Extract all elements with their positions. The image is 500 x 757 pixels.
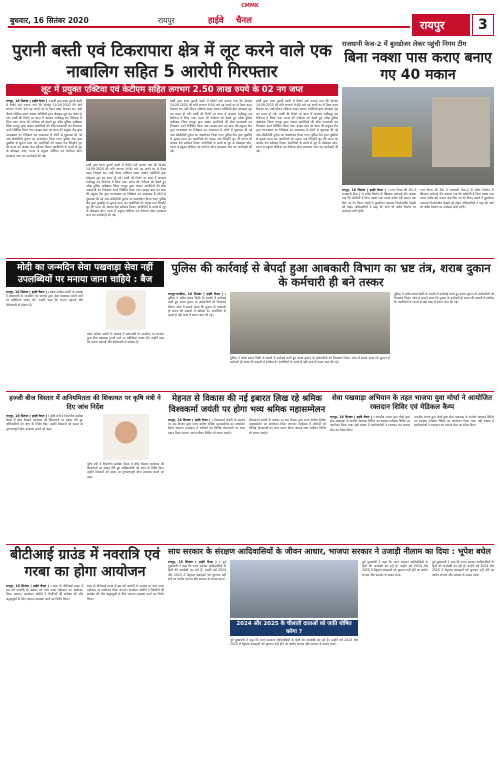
police-dateline: रायपुर-धरसींवा, 16 सितंबर ( हाईवे चैनल ) ।: [168, 292, 226, 296]
lead-story: [6, 40, 338, 255]
tribal-photo: [230, 560, 358, 618]
right-lead-body: नगर निगम की टीम ने राजधानी फेज-2 में अवैध निर्माण के खिलाफ कार्रवाई की। बताया गया कि कॉलोनी में बिना नक्शा पास कराए करीब 40 मकान बना लिए गए थे। निगम अमले ने बुलडोजर चलाकर निर्माणाधीन हिस्सों को तोड़ा। अधिकारियों ने कहा कि आगे भी अवैध निर्माण पर कार्रवाई जारी रहेगी।: [342, 188, 416, 214]
tribal-caption: 2024 और 2025 के चीलाती दाताओं को जाति घोषित करेगा ?: [230, 620, 358, 636]
lead-headline: पुरानी बस्ती एवं टिकरापारा क्षेत्र में लूट करने वाले एक नाबालिग सहित 5 आरोपी गिरफ्तार: [12, 41, 332, 81]
tribal-dateline: रायपुर, 16 सितंबर ( हाईवे चैनल ) ।: [168, 560, 221, 564]
modi-headline: मोदी का जन्मदिन सेवा पखवाड़ा सेवा नहीं उपलब्धियों पर मनाया जाना चाहिये : बैज: [6, 261, 164, 287]
lead-column-1: [6, 99, 82, 251]
ahmad-portrait: [103, 414, 149, 460]
right-lead-story: [342, 40, 494, 255]
bjp-headline: बीटीआई ग्राउंड में नवरात्रि एवं गरबा का होगा आयोजन: [10, 547, 160, 580]
lead-photo: [86, 99, 166, 161]
lead-column-2: प्रार्थी द्वारा थाना पुरानी बस्ती में रिपोर्ट दर्ज कराया गया कि दिनांक 14.09.2020 की रात्रि लगभग 9:00 बजे वह अपने घर से पैदल बाहर निकला था। उसी दौरान एक्टिवा सवार अज्ञात व्यक्तियों द्वारा मोबाइल लूट कर फरार हो गये। प्रार्थी की रिपोर्ट पर थाना में अपराध पंजीबद्ध कर विवेचना में लिया गया। घटना की गंभीरता को देखते हुए वरिष्ठ पुलिस अधीक्षक जिला रायपुर द्वारा अज्ञात आरोपियों की शीघ्र पतासाजी कर गिरफ्तार करने निर्देशित किया गया। क्राइम ब्रांच एवं थाना की संयुक्त टीम द्वारा घटनास्थल का निरीक्षण कर आसपास के लोगों से पूछताछ की गई तथा सीसीटीवी फुटेज का अवलोकन किया गया। पुलिस टीम द्वारा मुखबिर से सूचना प्राप्त कर आरोपियों को पकड़ा गया जिन्होंने लूट की घटना को अंजाम देना स्वीकार किया। आरोपियों के कब्जे से लूट के मोबाइल फोन, घटना में प्रयुक्त एक्टिवा एवं केटीएम मोटर सायकल जप्त कर कार्यवाही की गई।: [86, 163, 166, 218]
issue-date: बुधवार, 16 सितंबर 2020: [10, 16, 89, 25]
site-logo: CMMK: [241, 3, 259, 9]
seva-headline: सेवा पखवाड़ा अभियान के तहत भाजपा युवा मोर्चा ने आयोजित रक्तदान शिविर एवं मेडिकल कैम्प: [332, 394, 492, 411]
police-photo: [230, 292, 390, 354]
ahmad-headline: हज्जी बीज विस्तार में अनियमितता की शिकायत पर कृषि मंत्री ने दिए जांच निर्देश: [9, 394, 161, 411]
divider-rule-3: [6, 544, 494, 545]
bjp-body: शहर के बीटीआई ग्राउंड में इस वर्ष नवरात्रि के अवसर पर भव्य गरबा महोत्सव का आयोजन किया जाएगा। आयोजन समिति ने तैयारियों की समीक्षा की और श्रद्धालुओं के लिए व्यापक व्यवस्था करने का निर्णय लिया।: [6, 584, 83, 601]
right-lead-headline: बिना नक्शा पास कराए बनाए गए 40 मकान: [344, 50, 492, 83]
tribal-body: पूर्व मुख्यमंत्री ने कहा कि राज्य सरकार आदिवासियों के हितों की अनदेखी कर रही है। उन्होंने वर्ष 2024 और 2025 में तेंदूपत्ता संग्राहकों को भुगतान नहीं होने का आरोप लगाया और सरकार से जवाब मांगा।: [168, 560, 226, 581]
building-shape: [432, 97, 490, 167]
ahmad-story: [6, 394, 164, 542]
ahmad-column-1: [6, 414, 83, 542]
tribal-column-1: [168, 560, 226, 738]
seva-column-1: [330, 415, 410, 539]
lead-subhead: लूट में प्रयुक्त एक्टिवा एवं केटीएम सहित लगभग 2.50 लाख रुपये के 02 नग जप्त: [6, 84, 338, 96]
seva-body: भारतीय जनता युवा मोर्चा द्वारा सेवा पखवाड़ा के अंतर्गत रक्तदान शिविर एवं स्वास्थ्य परीक्षण शिविर का आयोजन किया गया। बड़ी संख्या में कार्यकर्ताओं ने रक्तदान कर समाज सेवा का संदेश दिया।: [330, 415, 410, 432]
modi-column-2: प्रदेश कांग्रेस कमेटी के अध्यक्ष ने प्रधानमंत्री के जन्मदिन पर भाजपा द्वारा सेवा पखवाड़ा मनाये जाने पर प्रतिक्रिया व्यक्त की। उन्होंने कहा कि जनता महंगाई और बेरोजगारी से परेशान है।: [87, 332, 164, 345]
right-lead-column-2: नगर निगम की टीम ने राजधानी फेज-2 में अवैध निर्माण के खिलाफ कार्रवाई की। बताया गया कि कॉलोनी में बिना नक्शा पास कराए करीब 40 मकान बना लिए गए थे। निगम अमले ने बुलडोजर चलाकर निर्माणाधीन हिस्सों को तोड़ा। अधिकारियों ने कहा कि आगे भी अवैध निर्माण पर कार्रवाई जारी रहेगी।: [420, 188, 494, 209]
modi-column-1: [6, 290, 83, 382]
modi-dateline: रायपुर, 16 सितंबर ( हाईवे चैनल ) ।: [6, 290, 50, 294]
tribal-column-3: पूर्व मुख्यमंत्री ने कहा कि राज्य सरकार आदिवासियों के हितों की अनदेखी कर रही है। उन्होंने वर्ष 2024 और 2025 में तेंदूपत्ता संग्राहकों को भुगतान नहीं होने का आरोप लगाया और सरकार से जवाब मांगा।: [362, 560, 428, 577]
labour-body: विश्वकर्मा जयंती के अवसर पर श्रम विभाग द्वारा राज्य स्तरीय श्रमिक महासम्मेलन का आयोजन किया जाएगा। कार्यक्रम में श्रमिकों को विभिन्न योजनाओं का लाभ प्रदान किया जाएगा तथा पंजीयन शिविर भी लगाए जाएंगे।: [168, 418, 245, 435]
paper-name: हाईवे: [208, 16, 224, 26]
bulldozer-photo: [342, 87, 494, 185]
lead-dateline: रायपुर, 16 सितंबर ( हाईवे चैनल ) ।: [6, 99, 50, 103]
tribal-story: [168, 547, 494, 753]
police-story: [168, 261, 494, 389]
divider-rule: [6, 258, 494, 259]
labour-dateline: रायपुर, 16 सितंबर ( हाईवे चैनल ) ।: [168, 418, 213, 422]
ahmad-dateline: रायपुर, 16 सितंबर ( हाईवे चैनल ) ।: [6, 414, 50, 418]
divider-rule-2: [6, 391, 494, 392]
section-name: रायपुर: [420, 19, 445, 32]
lead-body: प्रार्थी द्वारा थाना पुरानी बस्ती में रिपोर्ट दर्ज कराया गया कि दिनांक 14.09.2020 की रात्रि लगभग 9:00 बजे वह अपने घर से पैदल बाहर निकला था। उसी दौरान एक्टिवा सवार अज्ञात व्यक्तियों द्वारा मोबाइल लूट कर फरार हो गये। प्रार्थी की रिपोर्ट पर थाना में अपराध पंजीबद्ध कर विवेचना में लिया गया। घटना की गंभीरता को देखते हुए वरिष्ठ पुलिस अधीक्षक जिला रायपुर द्वारा अज्ञात आरोपियों की शीघ्र पतासाजी कर गिरफ्तार करने निर्देशित किया गया। क्राइम ब्रांच एवं थाना की संयुक्त टीम द्वारा घटनास्थल का निरीक्षण कर आसपास के लोगों से पूछताछ की गई तथा सीसीटीवी फुटेज का अवलोकन किया गया। पुलिस टीम द्वारा मुखबिर से सूचना प्राप्त कर आरोपियों को पकड़ा गया जिन्होंने लूट की घटना को अंजाम देना स्वीकार किया। आरोपियों के कब्जे से लूट के मोबाइल फोन, घटना में प्रयुक्त एक्टिवा एवं केटीएम मोटर सायकल जप्त कर कार्यवाही की गई।: [6, 99, 82, 158]
seva-dateline: रायपुर, 16 सितंबर ( हाईवे चैनल ) ।: [330, 415, 375, 419]
bjp-column-1: [6, 584, 83, 746]
bjp-dateline: रायपुर, 16 सितंबर ( हाईवे चैनल ) ।: [6, 584, 52, 588]
tribal-column-4: पूर्व मुख्यमंत्री ने कहा कि राज्य सरकार आदिवासियों के हितों की अनदेखी कर रही है। उन्होंने वर्ष 2024 और 2025 में तेंदूपत्ता संग्राहकों को भुगतान नहीं होने का आरोप लगाया और सरकार से जवाब मांगा।: [432, 560, 494, 577]
right-lead-kicker: राजधानी फेज-2 में बुलडोजर लेकर पहुंची निगम टीम: [342, 40, 467, 48]
modi-body: प्रदेश कांग्रेस कमेटी के अध्यक्ष ने प्रधानमंत्री के जन्मदिन पर भाजपा द्वारा सेवा पखवाड़ा मनाये जाने पर प्रतिक्रिया व्यक्त की। उन्होंने कहा कि जनता महंगाई और बेरोजगारी से परेशान है।: [6, 290, 83, 307]
paper-suffix: चैनल: [236, 16, 252, 26]
tribal-column-2: पूर्व मुख्यमंत्री ने कहा कि राज्य सरकार आदिवासियों के हितों की अनदेखी कर रही है। उन्होंने वर्ष 2024 और 2025 में तेंदूपत्ता संग्राहकों को भुगतान नहीं होने का आरोप लगाया और सरकार से जवाब मांगा।: [230, 638, 358, 647]
bjp-story: [6, 547, 164, 753]
masthead-bar: [8, 14, 410, 28]
labour-column-1: [168, 418, 245, 530]
police-body: पुलिस ने अवैध शराब बिक्री के मामले में कार्रवाई करते हुए शराब दुकान के कर्मचारियों को गिरफ्तार किया। जांच में सामने आया कि दुकान के कर्मचारी ही शराब की तस्करी में शामिल थे। आरोपियों के कब्जे से बड़ी मात्रा में शराब जप्त की गई।: [168, 296, 226, 318]
page-number: 3: [478, 17, 488, 33]
section-tab: [412, 14, 470, 36]
labour-story: [168, 394, 326, 542]
bjp-column-2: शहर के बीटीआई ग्राउंड में इस वर्ष नवरात्रि के अवसर पर भव्य गरबा महोत्सव का आयोजन किया जाएगा। आयोजन समिति ने तैयारियों की समीक्षा की और श्रद्धालुओं के लिए व्यापक व्यवस्था करने का निर्णय लिया।: [87, 584, 164, 601]
modi-story: [6, 261, 164, 389]
tribal-headline: साय सरकार के संरक्षण आदिवासियों के जीवन आधार, भाजपा सरकार ने उजाड़ी नीलाम का दिया : भूपेश बघेल: [168, 547, 491, 556]
police-column-1: [168, 292, 226, 384]
masthead: [0, 0, 500, 36]
seva-column-2: भारतीय जनता युवा मोर्चा द्वारा सेवा पखवाड़ा के अंतर्गत रक्तदान शिविर एवं स्वास्थ्य परीक्षण शिविर का आयोजन किया गया। बड़ी संख्या में कार्यकर्ताओं ने रक्तदान कर समाज सेवा का संदेश दिया।: [414, 415, 494, 428]
masthead-city: रायपुर: [158, 16, 175, 25]
police-headline: पुलिस की कार्रवाई से बेपर्दा हुआ आबकारी विभाग का भ्रष्ट तंत्र, शराब दुकान के कर्मचारी ही बने तस्कर: [171, 261, 491, 289]
police-column-3: पुलिस ने अवैध शराब बिक्री के मामले में कार्रवाई करते हुए शराब दुकान के कर्मचारियों को गिरफ्तार किया। जांच में सामने आया कि दुकान के कर्मचारी ही शराब की तस्करी में शामिल थे। आरोपियों के कब्जे से बड़ी मात्रा में शराब जप्त की गई।: [394, 292, 494, 305]
right-lead-column-1: [342, 188, 416, 248]
lead-column-4: प्रार्थी द्वारा थाना पुरानी बस्ती में रिपोर्ट दर्ज कराया गया कि दिनांक 14.09.2020 की रात्रि लगभग 9:00 बजे वह अपने घर से पैदल बाहर निकला था। उसी दौरान एक्टिवा सवार अज्ञात व्यक्तियों द्वारा मोबाइल लूट कर फरार हो गये। प्रार्थी की रिपोर्ट पर थाना में अपराध पंजीबद्ध कर विवेचना में लिया गया। घटना की गंभीरता को देखते हुए वरिष्ठ पुलिस अधीक्षक जिला रायपुर द्वारा अज्ञात आरोपियों की शीघ्र पतासाजी कर गिरफ्तार करने निर्देशित किया गया। क्राइम ब्रांच एवं थाना की संयुक्त टीम द्वारा घटनास्थल का निरीक्षण कर आसपास के लोगों से पूछताछ की गई तथा सीसीटीवी फुटेज का अवलोकन किया गया। पुलिस टीम द्वारा मुखबिर से सूचना प्राप्त कर आरोपियों को पकड़ा गया जिन्होंने लूट की घटना को अंजाम देना स्वीकार किया। आरोपियों के कब्जे से लूट के मोबाइल फोन, घटना में प्रयुक्त एक्टिवा एवं केटीएम मोटर सायकल जप्त कर कार्यवाही की गई।: [256, 99, 338, 154]
ahmad-body: कृषि मंत्री ने विभागीय समीक्षा बैठक में बीज विस्तार कार्यक्रम की शिकायतों पर संज्ञान लेते हुए अधिकारियों को जांच के निर्देश दिए। उन्होंने किसानों को समय पर गुणवत्तापूर्ण बीज उपलब्ध कराने को कहा।: [6, 414, 83, 431]
bulldozer-shape: [372, 127, 412, 157]
modi-portrait: [106, 290, 146, 330]
seva-story: [330, 394, 494, 542]
page-number-box: [472, 14, 494, 36]
right-lead-dateline: रायपुर, 16 सितंबर ( हाईवे चैनल ) ।: [342, 188, 389, 192]
labour-headline: मेहनत से विकास की नई इबारत लिख रहे श्रमिक विश्वकर्मा जयंती पर होगा भव्य श्रमिक महासम्मेलन: [168, 394, 326, 415]
labour-column-2: विश्वकर्मा जयंती के अवसर पर श्रम विभाग द्वारा राज्य स्तरीय श्रमिक महासम्मेलन का आयोजन किया जाएगा। कार्यक्रम में श्रमिकों को विभिन्न योजनाओं का लाभ प्रदान किया जाएगा तथा पंजीयन शिविर भी लगाए जाएंगे।: [249, 418, 326, 435]
police-column-2: पुलिस ने अवैध शराब बिक्री के मामले में कार्रवाई करते हुए शराब दुकान के कर्मचारियों को गिरफ्तार किया। जांच में सामने आया कि दुकान के कर्मचारी ही शराब की तस्करी में शामिल थे। आरोपियों के कब्जे से बड़ी मात्रा में शराब जप्त की गई।: [230, 356, 390, 365]
lead-column-3: प्रार्थी द्वारा थाना पुरानी बस्ती में रिपोर्ट दर्ज कराया गया कि दिनांक 14.09.2020 की रात्रि लगभग 9:00 बजे वह अपने घर से पैदल बाहर निकला था। उसी दौरान एक्टिवा सवार अज्ञात व्यक्तियों द्वारा मोबाइल लूट कर फरार हो गये। प्रार्थी की रिपोर्ट पर थाना में अपराध पंजीबद्ध कर विवेचना में लिया गया। घटना की गंभीरता को देखते हुए वरिष्ठ पुलिस अधीक्षक जिला रायपुर द्वारा अज्ञात आरोपियों की शीघ्र पतासाजी कर गिरफ्तार करने निर्देशित किया गया। क्राइम ब्रांच एवं थाना की संयुक्त टीम द्वारा घटनास्थल का निरीक्षण कर आसपास के लोगों से पूछताछ की गई तथा सीसीटीवी फुटेज का अवलोकन किया गया। पुलिस टीम द्वारा मुखबिर से सूचना प्राप्त कर आरोपियों को पकड़ा गया जिन्होंने लूट की घटना को अंजाम देना स्वीकार किया। आरोपियों के कब्जे से लूट के मोबाइल फोन, घटना में प्रयुक्त एक्टिवा एवं केटीएम मोटर सायकल जप्त कर कार्यवाही की गई।: [170, 99, 252, 154]
ahmad-column-2: कृषि मंत्री ने विभागीय समीक्षा बैठक में बीज विस्तार कार्यक्रम की शिकायतों पर संज्ञान लेते हुए अधिकारियों को जांच के निर्देश दिए। उन्होंने किसानों को समय पर गुणवत्तापूर्ण बीज उपलब्ध कराने को कहा।: [87, 462, 164, 479]
